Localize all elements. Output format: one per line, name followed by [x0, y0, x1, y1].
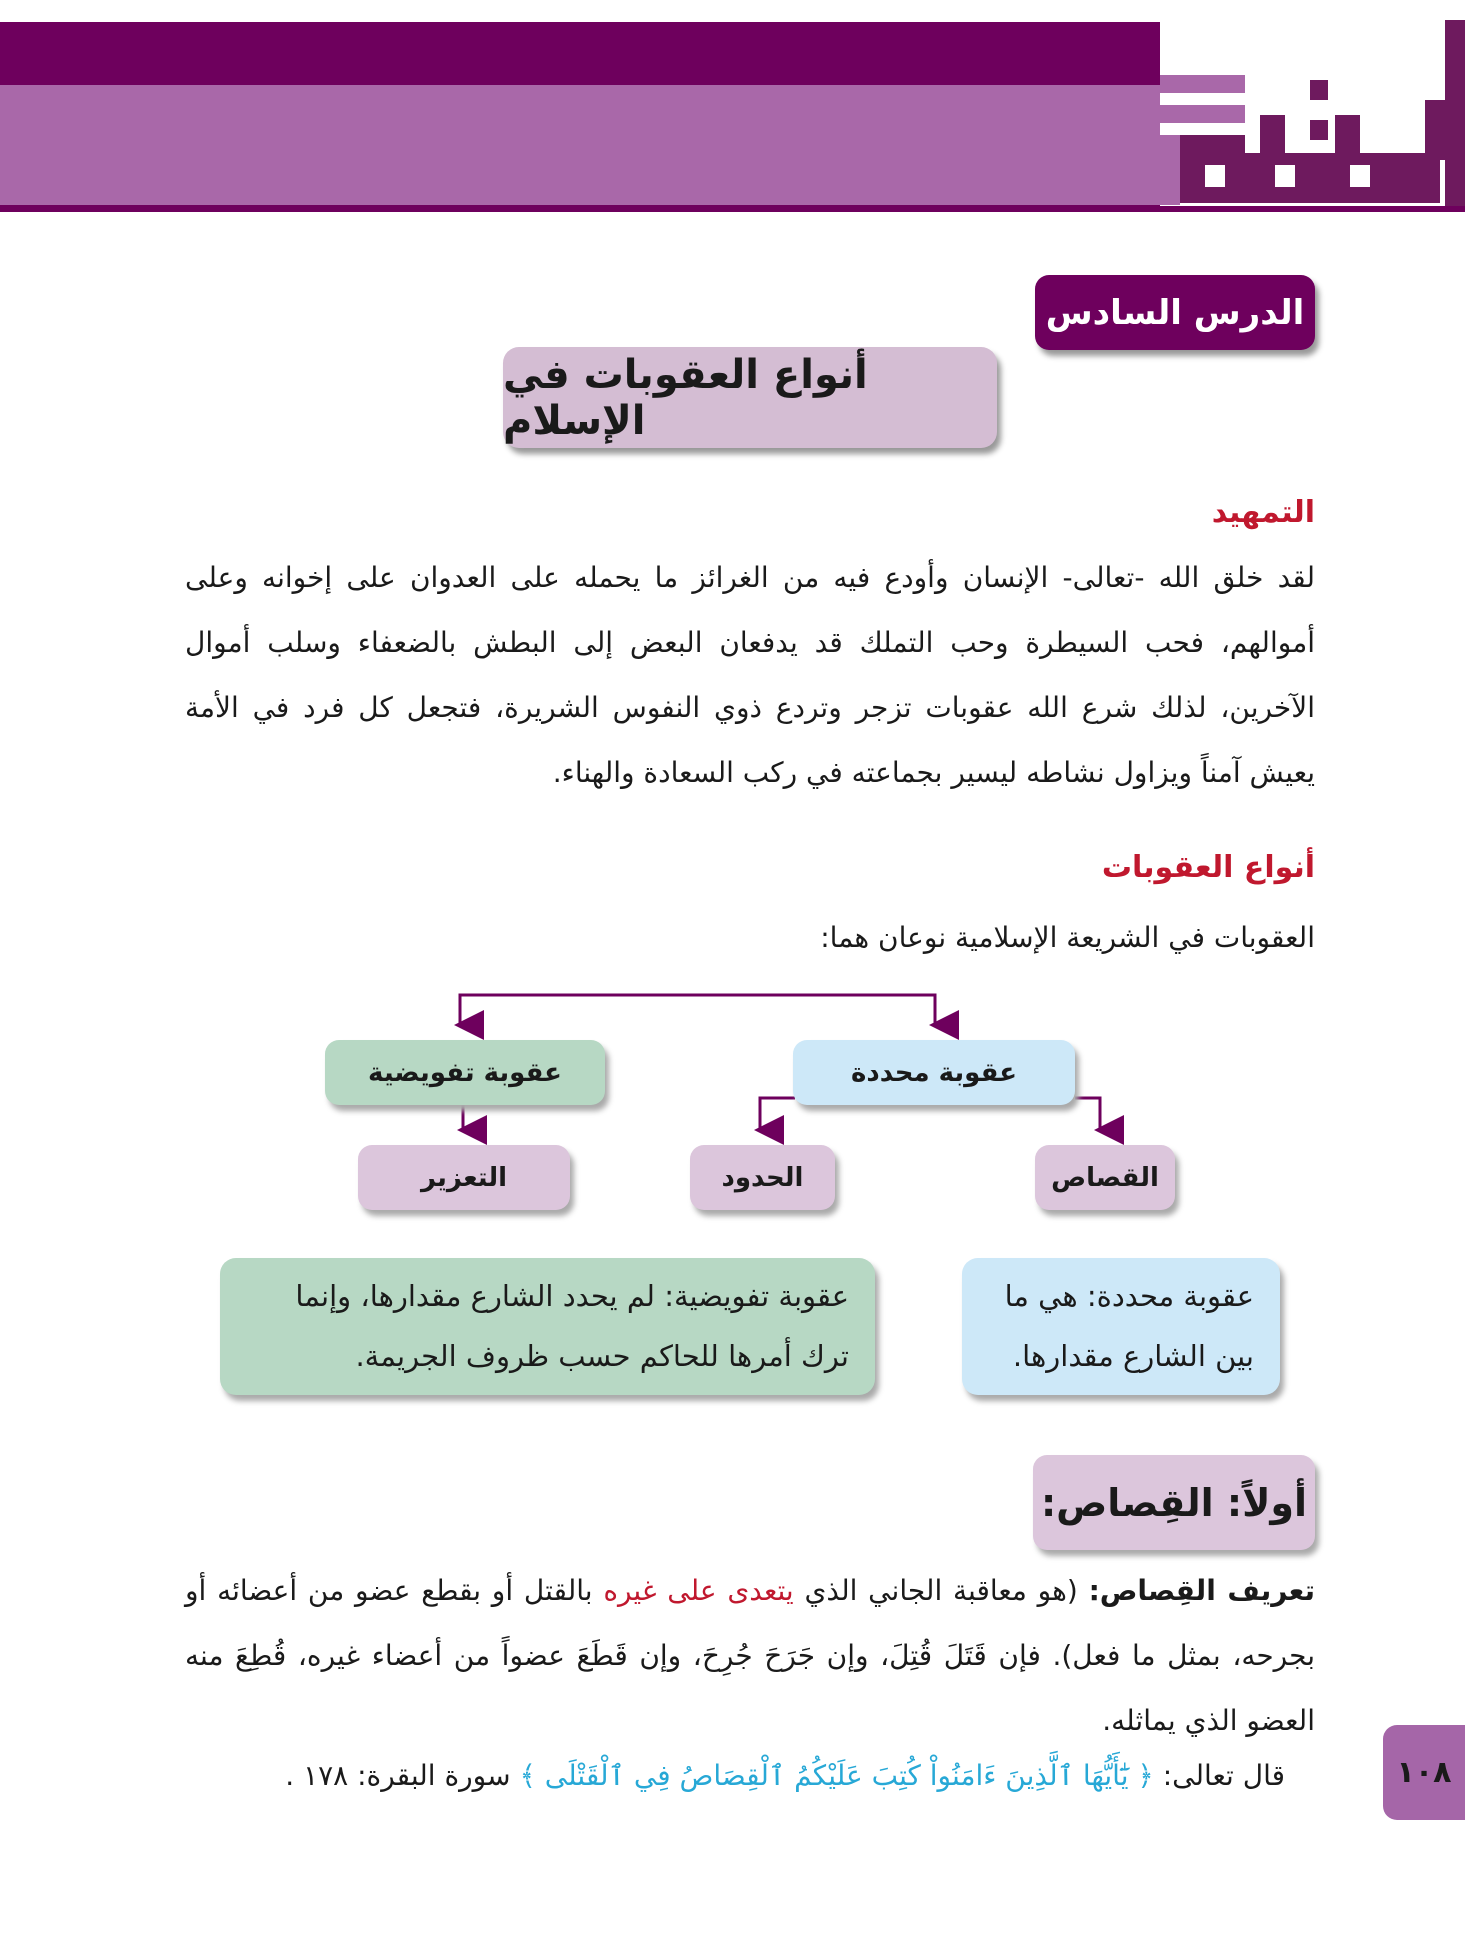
fixed-definition: عقوبة محددة: هي ما بين الشارع مقدارها. — [962, 1258, 1280, 1395]
intro-paragraph: لقد خلق الله -تعالى- الإنسان وأودع فيه من الغرائز ما يحمله على العدوان على إخوانه وعلى أموالهم، فحب السيطرة وحب التملك قد يدفعان البعض إلى البطش بالضعفاء وسلب أموال الآخرين، لذلك شرع الله عقوبات تزجر وتردع ذوي النفوس الشريرة، فتجعل كل فرد في الأمة يعيش آمناً ويزاول نشاطه ليسير بجماعته في ركب السعادة والهناء. — [185, 561, 1315, 789]
hudud-box: الحدود — [690, 1145, 835, 1210]
quote-verse: ﴿ يَٰٓأَيُّهَا ٱلَّذِينَ ءَامَنُواْ كُتِبَ عَلَيْكُمُ ٱلْقِصَاصُ فِي ٱلْقَتْلَى ﴾ — [519, 1759, 1154, 1792]
discretionary-definition: عقوبة تفويضية: لم يحدد الشارع مقدارها، وإنما ترك أمرها للحاكم حسب ظروف الجريمة. — [220, 1258, 875, 1395]
fiqh-logo — [1160, 20, 1465, 206]
lesson-title: أنواع العقوبات في الإسلام — [503, 347, 997, 448]
discretionary-punishment-box: عقوبة تفويضية — [325, 1040, 605, 1105]
lesson-badge: الدرس السادس — [1035, 275, 1315, 350]
definition-highlight: يتعدى على غيره — [603, 1574, 794, 1607]
quote-label: قال تعالى: — [1153, 1759, 1285, 1792]
quran-quote — [185, 1743, 1315, 1808]
qisas-definition — [185, 1558, 1315, 1753]
header-rule — [0, 205, 1465, 212]
types-lead: العقوبات في الشريعة الإسلامية نوعان هما: — [820, 921, 1315, 954]
diagram-connectors — [0, 980, 1465, 1160]
header-band-dark — [0, 22, 1160, 85]
definition-text-1: (هو معاقبة الجاني الذي — [793, 1574, 1089, 1607]
definition-label: تعريف القِصاص: — [1088, 1574, 1315, 1607]
page-number: ١٠٨ — [1383, 1725, 1465, 1820]
fixed-punishment-box: عقوبة محددة — [793, 1040, 1075, 1105]
qisas-box: القصاص — [1035, 1145, 1175, 1210]
qisas-section-heading: أولاً: القِصاص: — [1033, 1455, 1315, 1550]
types-heading: أنواع العقوبات — [1101, 850, 1315, 885]
tazir-box: التعزير — [358, 1145, 570, 1210]
quote-reference: سورة البقرة: ١٧٨ . — [285, 1759, 520, 1792]
intro-heading: التمهيد — [1211, 495, 1315, 530]
definition-text-2: بالقتل أو بقطع عضو من أعضائه أو بجرحه، بمثل ما فعل). فإن قَتَلَ قُتِلَ، وإن جَرَحَ جُرِحَ، وإن قَطَعَ عضواً من أعضاء غيره، قُطِعَ منه العضو الذي يماثله. — [185, 1574, 1315, 1737]
header-band-light — [0, 85, 1160, 205]
